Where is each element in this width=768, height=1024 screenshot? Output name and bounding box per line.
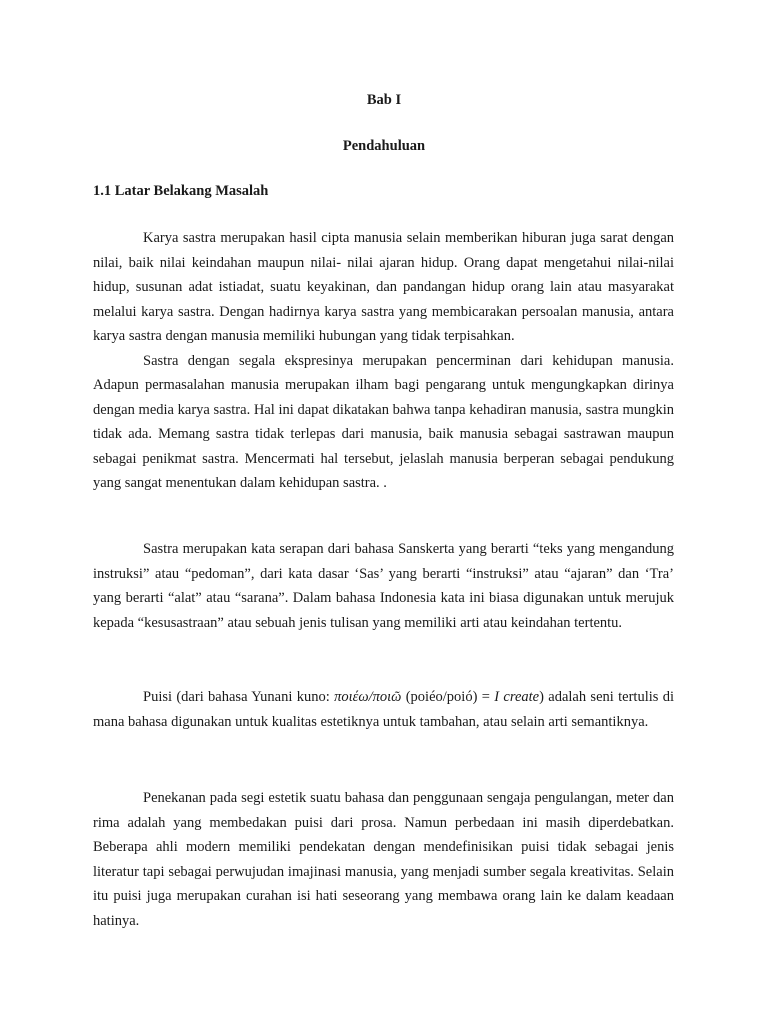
chapter-heading: Bab I — [366, 92, 402, 108]
paragraph-block-1 — [93, 226, 674, 496]
paragraph-3: Sastra merupakan kata serapan dari bahasa Sanskerta yang berarti “teks yang mengandung instruksi” atau “pedoman”, dari kata dasar ‘Sas’ yang berarti “instruksi” atau “ajaran” dan ‘Tra’ yang berarti “alat” atau “sarana”. Dalam bahasa Indonesia kata ini biasa digunakan untuk merujuk kepada “kesusastraan” atau sebuah jenis tulisan yang memiliki arti atau keindahan tertentu. — [93, 541, 674, 631]
paragraph-4 — [93, 685, 674, 734]
paragraph-4-italic-phrase: I create — [494, 689, 540, 705]
paragraph-4-text-a: Puisi (dari bahasa Yunani kuno: — [143, 689, 335, 705]
paragraph-4-greek-word: ποιέω/ποιῶ — [334, 689, 402, 705]
paragraph-4-text-c: ) adalah seni tertulis di mana bahasa digunakan untuk kualitas estetiknya untuk tambahan, atau selain arti semantiknya. — [93, 689, 675, 730]
paragraph-5: Penekanan pada segi estetik suatu bahasa dan penggunaan sengaja pengulangan, meter dan rima adalah yang membedakan puisi dari prosa. Namun perbedaan ini masih diperdebatkan. Beberapa ahli modern memiliki pendekatan dengan mendefinisikan puisi tidak sebagai jenis literatur tapi sebagai perwujudan imajinasi manusia, yang menjadi sumber segala kreativitas. Selain itu puisi juga merupakan curahan isi hati seseorang yang membawa orang lain ke dalam keadaan hatinya. — [93, 790, 674, 929]
paragraph-4-text-b: (poiéo/poió) = — [401, 689, 495, 705]
chapter-title: Pendahuluan — [342, 138, 426, 154]
paragraph-2: Sastra dengan segala ekspresinya merupakan pencerminan dari kehidupan manusia. Adapun permasalahan manusia merupakan ilham bagi pengarang untuk mengungkapkan dirinya dengan media karya sastra. Hal ini dapat dikatakan bahwa tanpa kehadiran manusia, sastra mungkin tidak ada. Memang sastra tidak terlepas dari manusia, baik manusia sebagai sastrawan maupun sebagai penikmat sastra. Mencermati hal tersebut, jelaslah manusia berperan sebagai pendukung yang sangat menentukan dalam kehidupan sastra. . — [93, 352, 674, 491]
paragraph-1: Karya sastra merupakan hasil cipta manusia selain memberikan hiburan juga sarat dengan nilai, baik nilai keindahan maupun nilai- nilai ajaran hidup. Orang dapat mengetahui nilai-nilai hidup, susunan adat istiadat, suatu keyakinan, dan pandangan hidup orang lain atau masyarakat melalui karya sastra. Dengan hadirnya karya sastra yang membicarakan persoalan manusia, antara karya sastra dengan manusia memiliki hubungan yang tidak terpisahkan. — [93, 230, 674, 344]
section-heading: 1.1 Latar Belakang Masalah — [93, 183, 269, 199]
paragraph-block-4 — [93, 786, 674, 933]
paragraph-block-2 — [93, 537, 674, 635]
paragraph-block-3 — [93, 685, 674, 734]
